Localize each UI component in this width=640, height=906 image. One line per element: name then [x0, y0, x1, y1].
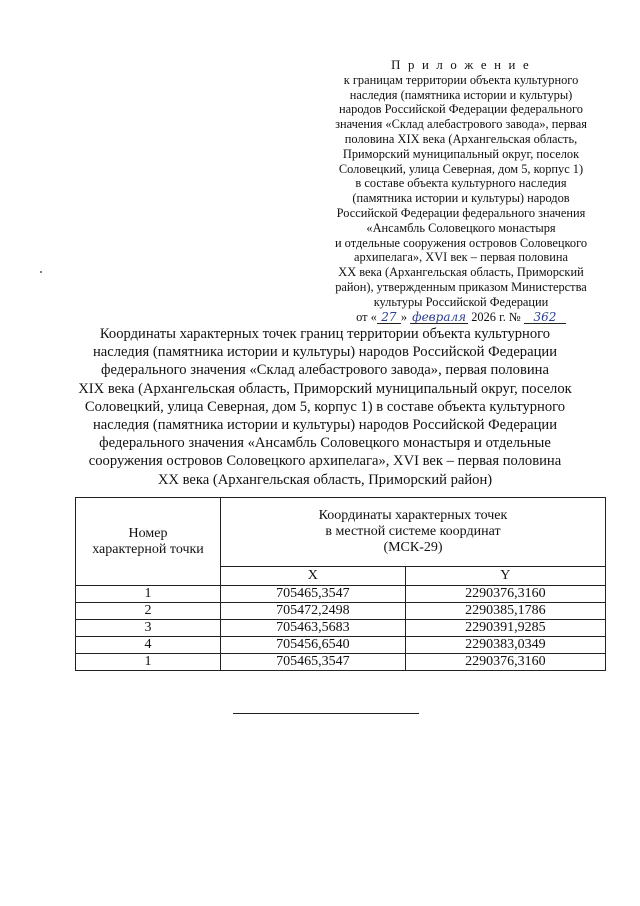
appendix-line: XX века (Архангельская область, Приморский — [338, 265, 584, 280]
appendix-line: архипелага», XVI век – первая половина — [353, 250, 569, 265]
title-line: наследия (памятника истории и культуры) народов Российской Федерации — [92, 344, 558, 361]
appendix-line: половина XIX века (Архангельская область, — [344, 131, 578, 146]
title-line: сооружения островов Соловецкого архипелага», XVI век – первая половина — [88, 453, 562, 470]
appendix-line: наследия (памятника истории и культуры) — [349, 87, 573, 102]
table-row — [76, 654, 606, 671]
y-cell: 2290391,9285 — [405, 620, 605, 637]
x-cell: 705472,2498 — [221, 603, 406, 620]
point-cell: 4 — [76, 637, 221, 654]
scan-speck — [40, 271, 42, 273]
appendix-line: в составе объекта культурного наследия — [355, 176, 567, 191]
title-line: наследия (памятника истории и культуры) народов Российской Федерации — [92, 417, 558, 434]
coordinates-header — [221, 498, 606, 567]
appendix-line: значения «Склад алебастрового завода», первая — [335, 117, 587, 132]
title-line: Координаты характерных точек границ территории объекта культурного — [99, 326, 551, 342]
appendix-line: (памятника истории и культуры) народов — [352, 191, 570, 206]
appendix-line: район), утвержденным приказом Министерства — [335, 279, 587, 294]
title-line: XIX века (Архангельская область, Приморский муниципальный округ, поселок — [78, 380, 572, 397]
point-header-line: характерной точки — [92, 541, 204, 557]
x-column-header: X — [221, 567, 406, 586]
coordinates-table — [75, 497, 606, 671]
x-cell: 705456,6540 — [221, 637, 406, 654]
appendix-line: к границам территории объекта культурного — [343, 72, 579, 87]
handwritten-order-number: 362 — [524, 311, 566, 324]
table-header-row — [76, 498, 606, 567]
point-cell: 1 — [76, 586, 221, 603]
table-row — [76, 620, 606, 637]
point-cell: 1 — [76, 654, 221, 671]
title-line: XX века (Архангельская область, Приморский район) — [157, 471, 493, 488]
y-cell: 2290385,1786 — [405, 603, 605, 620]
x-cell: 705465,3547 — [221, 654, 406, 671]
appendix-block — [300, 58, 622, 324]
point-number-header — [76, 498, 221, 586]
y-column-header: Y — [405, 567, 605, 586]
point-header-line: Номер — [128, 525, 168, 541]
date-year: 2026 г. № — [471, 309, 521, 324]
appendix-line: народов Российской Федерации федерального — [339, 102, 583, 117]
table-row — [76, 586, 606, 603]
point-cell: 2 — [76, 603, 221, 620]
x-cell: 705465,3547 — [221, 586, 406, 603]
document-title — [60, 325, 590, 489]
title-line: Соловецкий, улица Северная, дом 5, корпус 1) в составе объекта культурного — [84, 398, 566, 415]
appendix-line: и отдельные сооружения островов Соловецкого — [334, 235, 588, 250]
y-cell: 2290376,3160 — [405, 654, 605, 671]
appendix-line: Соловецкий, улица Северная, дом 5, корпус 1) — [338, 161, 584, 176]
appendix-line: Российской Федерации федерального значения — [336, 205, 586, 220]
title-line: федерального значения «Ансамбль Соловецкого монастыря и отдельные — [99, 435, 551, 452]
table-row — [76, 637, 606, 654]
table-row — [76, 603, 606, 620]
handwritten-day: 27 — [377, 311, 401, 324]
x-cell: 705463,5683 — [221, 620, 406, 637]
y-cell: 2290376,3160 — [405, 586, 605, 603]
date-prefix: от « — [356, 309, 377, 324]
appendix-heading: П р и л о ж е н и е — [391, 58, 531, 72]
closing-divider — [233, 713, 419, 714]
coords-header-line: (МСК-29) — [383, 540, 443, 555]
title-line: федерального значения «Склад алебастрового завода», первая половина — [101, 362, 549, 379]
approval-date-line — [300, 310, 622, 325]
coords-header-line: в местной системе координат — [325, 524, 501, 539]
appendix-line: Приморский муниципальный округ, поселок — [342, 146, 580, 161]
appendix-line: «Ансамбль Соловецкого монастыря — [366, 220, 556, 235]
y-cell: 2290383,0349 — [405, 637, 605, 654]
appendix-line: культуры Российской Федерации — [373, 294, 549, 309]
handwritten-month: февраля — [412, 309, 467, 324]
coords-header-line: Координаты характерных точек — [318, 508, 508, 523]
date-quote-close: » — [400, 309, 408, 324]
point-cell: 3 — [76, 620, 221, 637]
